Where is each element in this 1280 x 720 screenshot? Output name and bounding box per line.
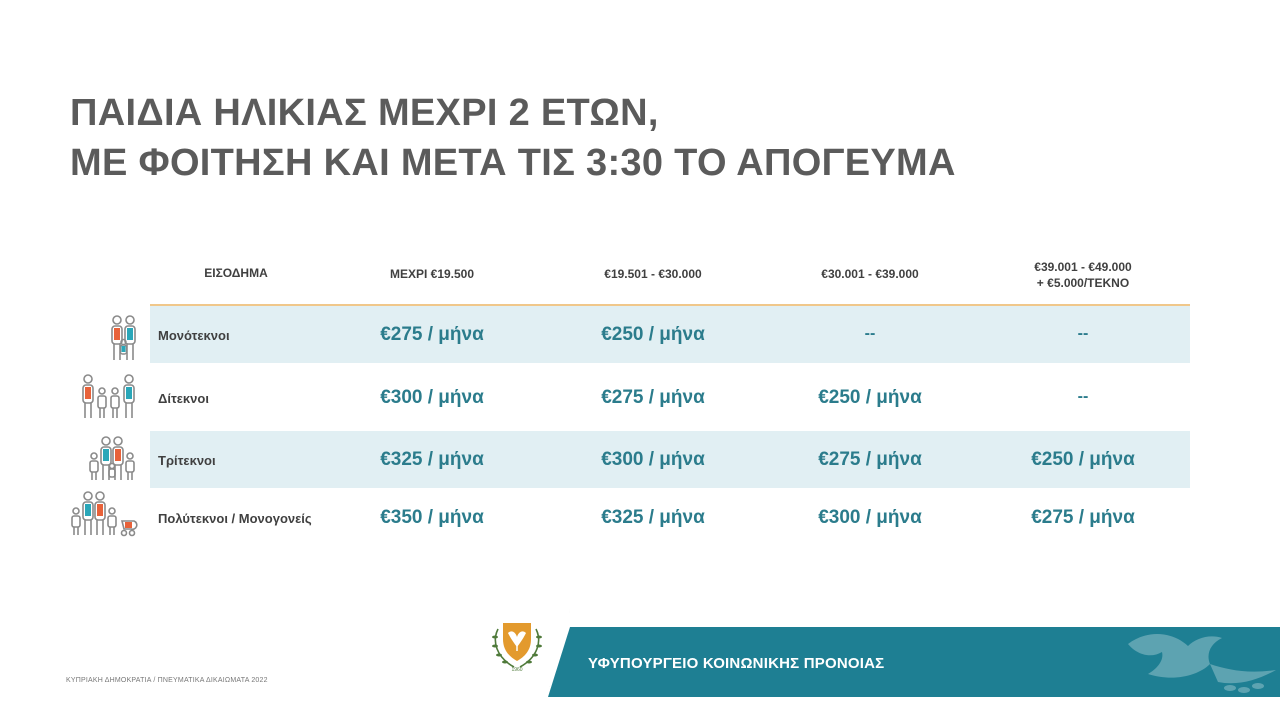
header-col-2: €19.501 - €30.000 (604, 267, 702, 281)
row-category: Δίτεκνοι (158, 391, 209, 406)
header-col-3: €30.001 - €39.000 (821, 267, 919, 281)
svg-text:1960: 1960 (511, 667, 523, 673)
header-col-4-line-2: + €5.000/ΤΕΚΝΟ (1036, 276, 1130, 290)
ministry-name: ΥΦΥΠΟΥΡΓΕΙΟ ΚΟΙΝΩΝΙΚΗΣ ΠΡΟΝΟΙΑΣ (588, 655, 885, 672)
row-category: Μονότεκνοι (158, 328, 230, 343)
row-value: -- (864, 325, 876, 342)
table-row (150, 369, 1190, 426)
row-value: €325 / μήνα (601, 507, 705, 528)
header-col-4-line-1: €39.001 - €49.000 (1034, 260, 1132, 274)
row-value: €250 / μήνα (818, 387, 922, 408)
row-value: €275 / μήνα (380, 324, 484, 345)
row-value: €250 / μήνα (1031, 449, 1135, 470)
table-row (150, 306, 1190, 363)
title-line-2: ΜΕ ΦΟΙΤΗΣΗ ΚΑΙ ΜΕΤΑ ΤΙΣ 3:30 ΤΟ ΑΠΟΓΕΥΜΑ (70, 142, 956, 184)
row-value: €300 / μήνα (818, 507, 922, 528)
header-income: ΕΙΣΟΔΗΜΑ (204, 266, 268, 280)
row-value: €300 / μήνα (380, 387, 484, 408)
page-title (70, 88, 956, 188)
header-col-4 (983, 259, 1183, 291)
coat-of-arms-icon (486, 615, 548, 673)
row-value: €250 / μήνα (601, 324, 705, 345)
family-2-children-icon (80, 374, 138, 420)
table-row (150, 431, 1190, 488)
title-line-1: ΠΑΙΔΙΑ ΗΛΙΚΙΑΣ ΜΕΧΡΙ 2 ΕΤΩΝ, (70, 92, 659, 134)
row-value: €350 / μήνα (380, 507, 484, 528)
row-value: -- (1077, 325, 1089, 342)
row-category: Πολύτεκνοι / Μονογονείς (158, 511, 312, 526)
row-value: €275 / μήνα (818, 449, 922, 470)
row-value: €325 / μήνα (380, 449, 484, 470)
family-1-child-icon (108, 314, 140, 362)
row-value: €275 / μήνα (601, 387, 705, 408)
row-category: Τρίτεκνοι (158, 453, 216, 468)
row-value: €300 / μήνα (601, 449, 705, 470)
copyright-note: ΚΥΠΡΙΑΚΗ ΔΗΜΟΚΡΑΤΙΑ / ΠΝΕΥΜΑΤΙΚΑ ΔΙΚΑΙΩΜΑΤΑ 2022 (66, 677, 268, 684)
header-col-1: ΜΕΧΡΙ €19.500 (389, 267, 475, 281)
row-value: -- (1077, 388, 1089, 405)
row-value: €275 / μήνα (1031, 507, 1135, 528)
table-row (150, 489, 1190, 546)
family-3-children-icon (86, 436, 138, 482)
dove-watermark-icon (1118, 624, 1280, 700)
family-many-children-icon (70, 491, 140, 537)
